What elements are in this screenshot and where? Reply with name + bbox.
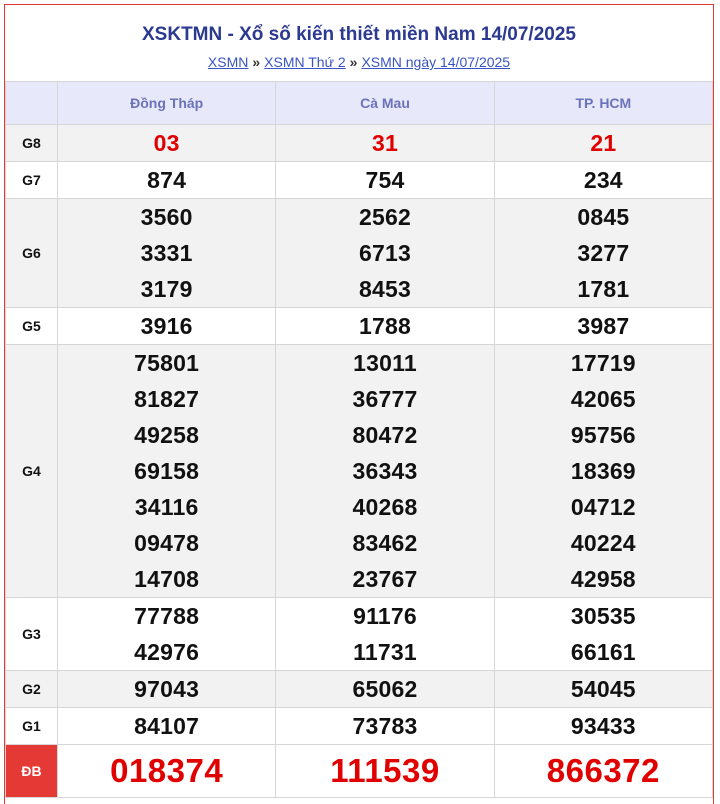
prize-cell — [58, 308, 276, 345]
prize-cell — [58, 745, 276, 798]
prize-number: 3916 — [140, 313, 193, 339]
breadcrumb-xsmn[interactable]: XSMN — [207, 54, 249, 70]
prize-number: 3331 — [140, 240, 193, 266]
prize-cell — [494, 708, 712, 745]
breadcrumb-separator: » — [349, 54, 358, 70]
prize-number: 234 — [583, 167, 623, 193]
prize-number: 40268 — [352, 494, 418, 520]
breadcrumb-xsmn-thu-2[interactable]: XSMN Thứ 2 — [264, 54, 346, 70]
prize-number: 84107 — [134, 713, 200, 739]
prize-number: 04712 — [570, 494, 636, 520]
prize-label: G2 — [6, 671, 58, 708]
prize-number: 49258 — [134, 422, 200, 448]
prize-number: 83462 — [352, 530, 418, 556]
results-panel — [4, 4, 714, 804]
prize-number: 65062 — [352, 676, 418, 702]
prize-number: 75801 — [134, 350, 200, 376]
special-prize-number: 018374 — [110, 752, 224, 789]
prize-label: G3 — [6, 598, 58, 671]
prize-number: 34116 — [134, 494, 199, 520]
page-title: XSKTMN - Xổ số kiến thiết miền Nam 14/07/2025 — [142, 24, 576, 45]
prize-cell — [494, 598, 712, 671]
prize-label: G7 — [6, 162, 58, 199]
prize-row — [6, 125, 713, 162]
prize-number: 3560 — [140, 204, 193, 230]
results-header — [5, 5, 713, 81]
province-header[interactable]: Đồng Tháp — [58, 82, 276, 125]
province-header: TP. HCM — [494, 82, 712, 125]
prize-row-special — [6, 745, 713, 798]
prize-cell — [276, 671, 494, 708]
prize-label: G5 — [6, 308, 58, 345]
prize-number: 754 — [365, 167, 405, 193]
prize-number: 17719 — [570, 350, 636, 376]
prize-number: 42958 — [570, 566, 636, 592]
prize-number: 81827 — [134, 386, 200, 412]
prize-cell — [276, 708, 494, 745]
prize-cell — [276, 598, 494, 671]
prize-number: 42976 — [134, 639, 200, 665]
prize-number: 21 — [590, 130, 617, 156]
prize-cell — [58, 598, 276, 671]
prize-cell — [276, 745, 494, 798]
prize-number: 36343 — [352, 458, 418, 484]
prize-cell — [58, 708, 276, 745]
prize-label: G4 — [6, 345, 58, 598]
prize-number: 3987 — [577, 313, 630, 339]
prize-row — [6, 708, 713, 745]
prize-number: 6713 — [359, 240, 411, 266]
prize-cell — [276, 345, 494, 598]
prize-number: 31 — [372, 130, 398, 156]
prize-label: G1 — [6, 708, 58, 745]
prize-number: 2562 — [359, 204, 411, 230]
prize-row — [6, 345, 713, 598]
prize-cell — [276, 199, 494, 308]
prize-number: 93433 — [570, 713, 636, 739]
prize-row — [6, 162, 713, 199]
prize-number: 09478 — [134, 530, 200, 556]
prize-row — [6, 308, 713, 345]
prize-number: 1788 — [359, 313, 411, 339]
prize-number: 14708 — [134, 566, 200, 592]
prize-cell — [494, 745, 712, 798]
breadcrumb-separator: » — [252, 54, 261, 70]
prize-number: 97043 — [134, 676, 200, 702]
prize-label: G6 — [6, 199, 58, 308]
prize-row — [6, 671, 713, 708]
prize-label: ĐB — [6, 745, 58, 798]
prize-number: 77788 — [134, 603, 200, 629]
prize-cell — [494, 199, 712, 308]
prize-number: 73783 — [352, 713, 418, 739]
prize-row — [6, 598, 713, 671]
results-table — [5, 81, 713, 798]
prize-number: 18369 — [570, 458, 636, 484]
province-header[interactable]: Cà Mau — [276, 82, 494, 125]
prize-cell — [494, 671, 712, 708]
prize-cell — [276, 308, 494, 345]
prize-number: 69158 — [134, 458, 200, 484]
prize-number: 80472 — [352, 422, 418, 448]
prize-cell — [276, 162, 494, 199]
prize-number: 03 — [153, 130, 180, 156]
prize-number: 66161 — [570, 639, 636, 665]
prize-number: 42065 — [570, 386, 636, 412]
breadcrumb-xsmn-date[interactable]: XSMN ngày 14/07/2025 — [361, 54, 511, 70]
prize-number: 40224 — [570, 530, 636, 556]
prize-number: 54045 — [570, 676, 636, 702]
prize-number: 91176 — [353, 603, 417, 629]
prize-cell — [58, 199, 276, 308]
prize-number: 3277 — [577, 240, 630, 266]
prize-cell — [494, 125, 712, 162]
prize-cell — [58, 125, 276, 162]
special-prize-number: 866372 — [546, 752, 660, 789]
prize-cell — [58, 162, 276, 199]
prize-number: 36777 — [352, 386, 418, 412]
prize-number: 13011 — [353, 350, 417, 376]
prize-number: 1781 — [577, 276, 630, 302]
prize-cell — [58, 345, 276, 598]
prize-cell — [276, 125, 494, 162]
prize-number: 30535 — [570, 603, 636, 629]
prize-label: G8 — [6, 125, 58, 162]
prize-row — [6, 199, 713, 308]
special-prize-number: 111539 — [330, 752, 440, 789]
prize-cell — [494, 162, 712, 199]
prize-cell — [58, 671, 276, 708]
corner-cell — [6, 82, 58, 125]
prize-number: 874 — [147, 167, 187, 193]
prize-cell — [494, 345, 712, 598]
prize-number: 95756 — [570, 422, 636, 448]
prize-number: 8453 — [359, 276, 411, 302]
prize-cell — [494, 308, 712, 345]
prize-number: 23767 — [352, 566, 418, 592]
prize-number: 11731 — [353, 639, 417, 665]
prize-number: 0845 — [577, 204, 630, 230]
prize-number: 3179 — [140, 276, 193, 302]
breadcrumb — [5, 53, 713, 71]
